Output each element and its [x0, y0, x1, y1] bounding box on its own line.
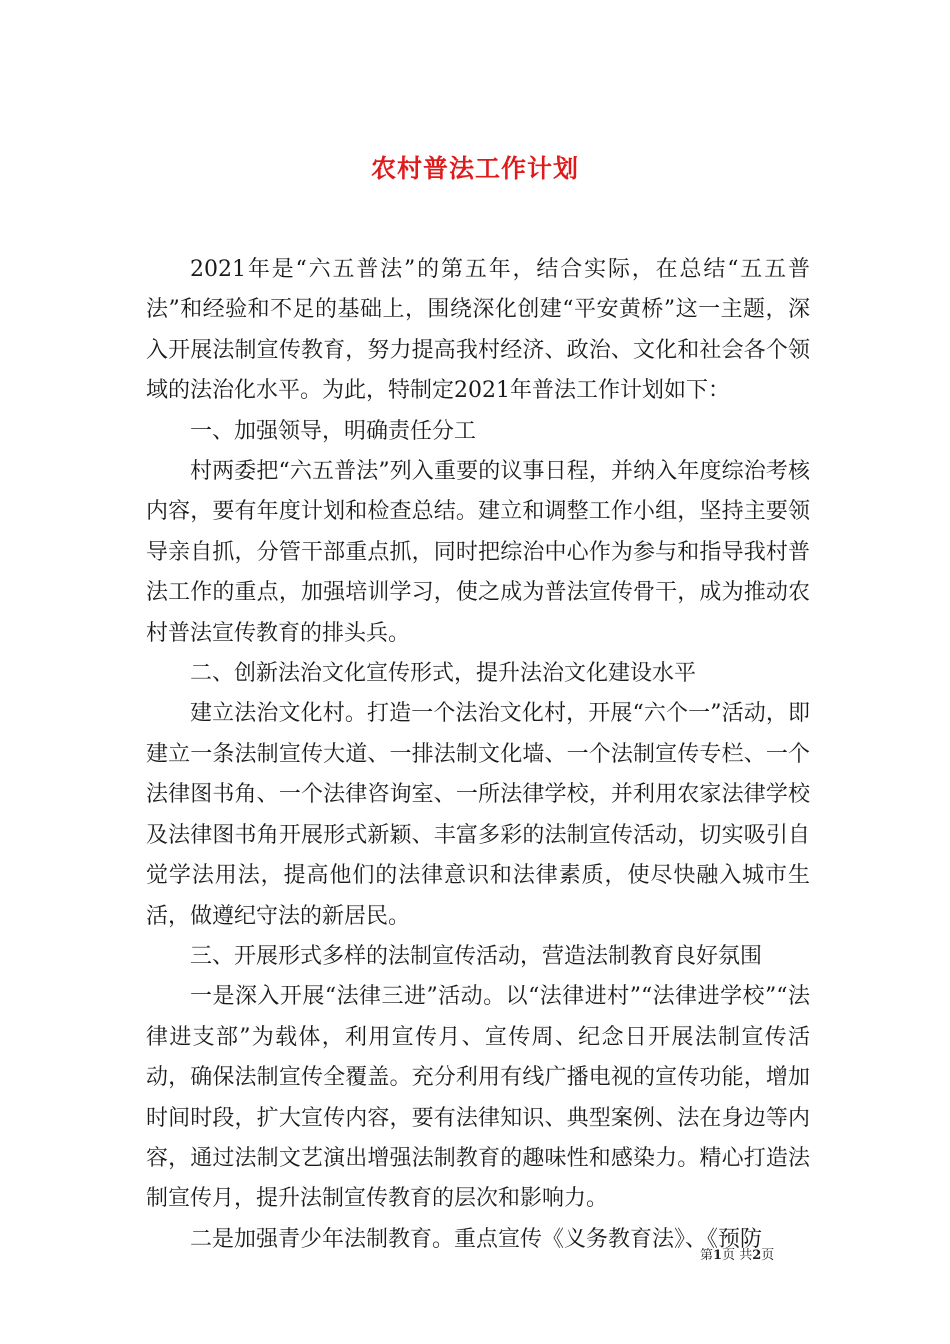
section-3-paragraph-1: 一是深入开展“法律三进”活动。以“法律进村”“法律进学校”“法律进支部”为载体，利用宣传月、宣传周、纪念日开展法制宣传活动，确保法制宣传全覆盖。充分利用有线广播电视的宣传功能，增加时间时段，扩大宣传内容，要有法律知识、典型案例、法在身边等内容，通过法制文艺演出增强法制教育的趣味性和感染力。精心打造法制宣传月，提升法制宣传教育的层次和影响力。 — [146, 984, 810, 1212]
footer-suffix: 页 — [761, 1248, 775, 1263]
section-3-paragraph-2: 二是加强青少年法制教育。重点宣传《义务教育法》、《预防 — [190, 1226, 763, 1252]
page-title: 农村普法工作计划 — [370, 153, 579, 183]
section-1-paragraph: 村两委把“六五普法”列入重要的议事日程，并纳入年度综治考核内容，要有年度计划和检查总结。建立和调整工作小组，坚持主要领导亲自抓，分管干部重点抓，同时把综治中心作为参与和指导我村普法工作的重点，加强培训学习，使之成为普法宣传骨干，成为推动农村普法宣传教育的排头兵。 — [146, 459, 810, 646]
footer-prefix: 第 — [700, 1248, 714, 1263]
section-2-paragraph: 建立法治文化村。打造一个法治文化村，开展“六个一”活动，即建立一条法制宣传大道、一排法制文化墙、一个法制宣传专栏、一个法律图书角、一个法律咨询室、一所法律学校，并利用农家法律学校及法律图书角开展形式新颖、丰富多彩的法制宣传活动，切实吸引自觉学法用法，提高他们的法律意识和法律素质，使尽快融入城市生活，做遵纪守法的新居民。 — [146, 701, 810, 929]
section-heading-1: 一、加强领导，明确责任分工 — [190, 418, 477, 444]
page-footer — [700, 1246, 774, 1266]
footer-current-page: 1 — [713, 1248, 723, 1263]
intro-paragraph: 2021年是“六五普法”的第五年，结合实际，在总结“五五普法”和经验和不足的基础上，围绕深化创建“平安黄桥”这一主题，深入开展法制宣传教育，努力提高我村经济、政治、文化和社会各个领域的法治化水平。为此，特制定2021年普法工作计划如下： — [146, 257, 810, 404]
footer-total-pages: 2 — [752, 1248, 762, 1263]
footer-middle: 页 共 — [722, 1248, 753, 1263]
section-heading-3: 三、开展形式多样的法制宣传活动，营造法制教育良好氛围 — [190, 943, 763, 969]
section-heading-2: 二、创新法治文化宣传形式，提升法治文化建设水平 — [190, 661, 697, 687]
document-body — [146, 250, 810, 1260]
